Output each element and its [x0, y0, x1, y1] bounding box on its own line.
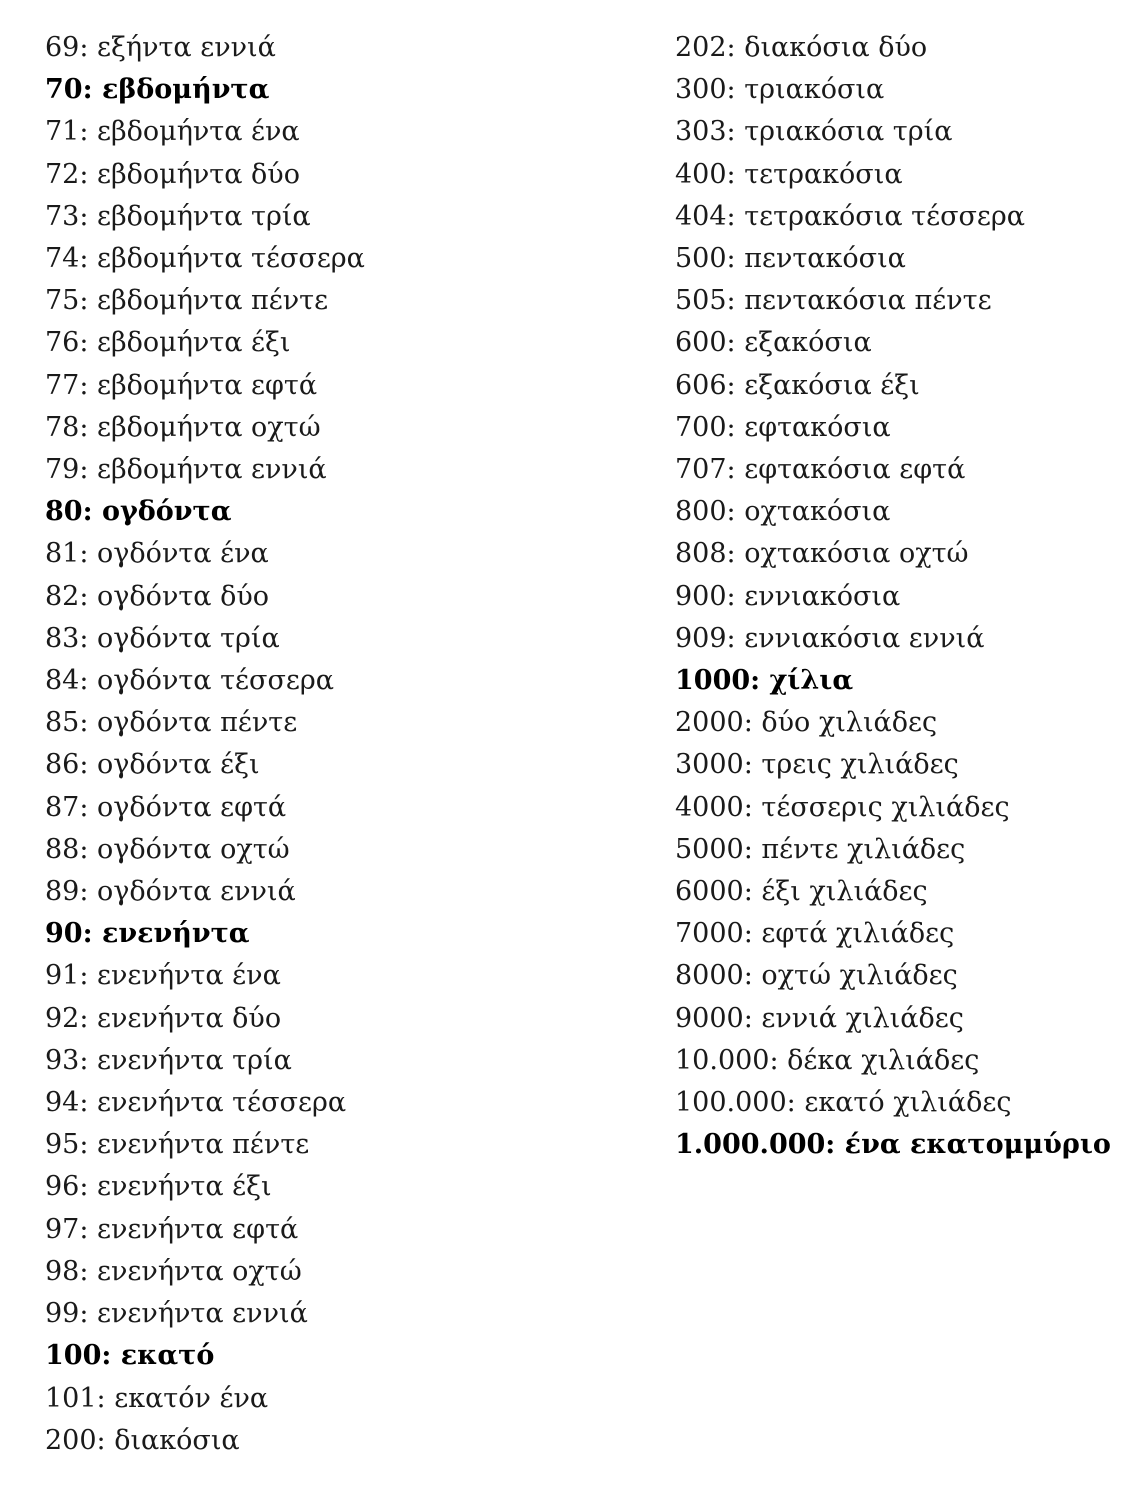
- number-entry: 84: ογδόντα τέσσερα: [45, 665, 334, 697]
- numbers-list-left: [45, 27, 365, 1462]
- number-entry: 76: εβδομήντα έξι: [45, 327, 291, 359]
- number-entry: 303: τριακόσια τρία: [675, 116, 953, 148]
- number-entry: 81: ογδόντα ένα: [45, 538, 269, 570]
- number-entry: 72: εβδομήντα δύο: [45, 158, 300, 190]
- number-entry: 99: ενενήντα εννιά: [45, 1298, 308, 1330]
- number-entry: 73: εβδομήντα τρία: [45, 200, 311, 232]
- number-entry: 83: ογδόντα τρία: [45, 622, 280, 654]
- number-entry: 200: διακόσια: [45, 1424, 240, 1456]
- number-entry: 91: ενενήντα ένα: [45, 960, 281, 992]
- number-entry: 4000: τέσσερις χιλιάδες: [675, 791, 1010, 823]
- number-entry: 78: εβδομήντα οχτώ: [45, 411, 321, 443]
- number-heading: 80: ογδόντα: [45, 496, 232, 528]
- number-entry: 400: τετρακόσια: [675, 158, 903, 190]
- number-entry: 82: ογδόντα δύο: [45, 580, 270, 612]
- number-entry: 88: ογδόντα οχτώ: [45, 833, 290, 865]
- number-entry: 600: εξακόσια: [675, 327, 872, 359]
- number-entry: 909: εννιακόσια εννιά: [675, 622, 985, 654]
- number-entry: 69: εξήντα εννιά: [45, 32, 276, 63]
- number-entry: 97: ενενήντα εφτά: [45, 1213, 299, 1245]
- number-entry: 7000: εφτά χιλιάδες: [675, 918, 955, 950]
- number-entry: 93: ενενήντα τρία: [45, 1044, 292, 1076]
- number-entry: 300: τριακόσια: [675, 74, 885, 106]
- number-entry: 101: εκατόν ένα: [45, 1382, 269, 1414]
- number-entry: 500: πεντακόσια: [675, 243, 906, 275]
- number-entry: 100.000: εκατό χιλιάδες: [675, 1087, 1012, 1119]
- number-entry: 95: ενενήντα πέντε: [45, 1129, 310, 1161]
- number-entry: 86: ογδόντα έξι: [45, 749, 260, 781]
- number-heading: 1000: χίλια: [675, 665, 854, 697]
- number-entry: 3000: τρεις χιλιάδες: [675, 749, 959, 781]
- number-entry: 900: εννιακόσια: [675, 580, 901, 612]
- number-entry: 800: οχτακόσια: [675, 496, 891, 528]
- number-entry: 6000: έξι χιλιάδες: [675, 876, 928, 908]
- number-entry: 8000: οχτώ χιλιάδες: [675, 960, 958, 992]
- number-entry: 75: εβδομήντα πέντε: [45, 285, 329, 317]
- number-heading: 1.000.000: ένα εκατομμύριο: [675, 1129, 1111, 1161]
- number-entry: 92: ενενήντα δύο: [45, 1002, 282, 1034]
- number-entry: 98: ενενήντα οχτώ: [45, 1255, 302, 1287]
- number-entry: 202: διακόσια δύο: [675, 32, 928, 63]
- number-heading: 100: εκατό: [45, 1340, 215, 1372]
- number-entry: 606: εξακόσια έξι: [675, 369, 920, 401]
- number-entry: 77: εβδομήντα εφτά: [45, 369, 318, 401]
- number-entry: 700: εφτακόσια: [675, 411, 891, 443]
- number-entry: 808: οχτακόσια οχτώ: [675, 538, 969, 570]
- number-entry: 89: ογδόντα εννιά: [45, 876, 296, 908]
- number-entry: 404: τετρακόσια τέσσερα: [675, 200, 1026, 232]
- number-entry: 5000: πέντε χιλιάδες: [675, 833, 966, 865]
- number-entry: 10.000: δέκα χιλιάδες: [675, 1044, 980, 1076]
- number-entry: 96: ενενήντα έξι: [45, 1171, 272, 1203]
- number-entry: 94: ενενήντα τέσσερα: [45, 1087, 347, 1119]
- number-entry: 85: ογδόντα πέντε: [45, 707, 298, 739]
- number-entry: 74: εβδομήντα τέσσερα: [45, 243, 365, 275]
- number-entry: 9000: εννιά χιλιάδες: [675, 1002, 964, 1034]
- number-entry: 505: πεντακόσια πέντε: [675, 285, 992, 317]
- number-heading: 90: ενενήντα: [45, 918, 250, 950]
- number-entry: 2000: δύο χιλιάδες: [675, 707, 938, 739]
- number-entry: 79: εβδομήντα εννιά: [45, 454, 327, 486]
- number-entry: 87: ογδόντα εφτά: [45, 791, 287, 823]
- number-entry: 71: εβδομήντα ένα: [45, 116, 300, 148]
- number-entry: 707: εφτακόσια εφτά: [675, 454, 966, 486]
- numbers-list-right: [675, 27, 1111, 1166]
- number-heading: 70: εβδομήντα: [45, 74, 270, 106]
